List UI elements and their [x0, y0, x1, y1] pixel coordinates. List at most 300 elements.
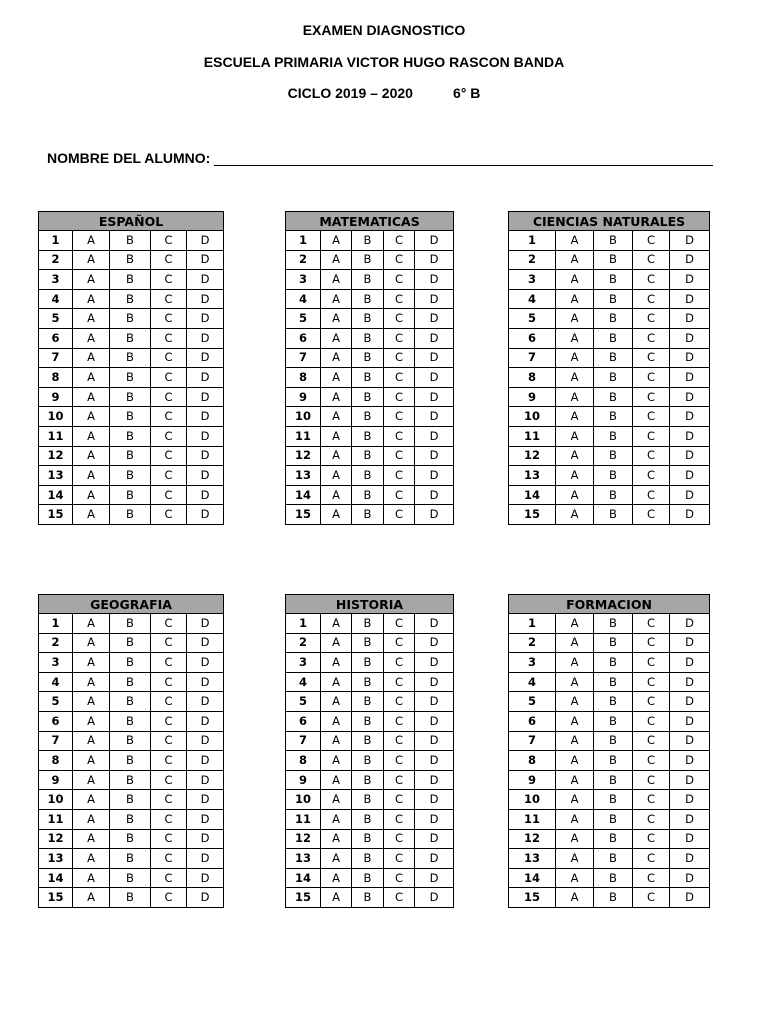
answer-option-c[interactable]: C — [633, 790, 670, 810]
answer-option-b[interactable]: B — [352, 751, 384, 771]
answer-option-b[interactable]: B — [594, 348, 633, 368]
answer-option-a[interactable]: A — [321, 289, 352, 309]
answer-option-d[interactable]: D — [670, 270, 710, 290]
answer-option-c[interactable]: C — [384, 711, 415, 731]
answer-option-b[interactable]: B — [594, 731, 633, 751]
answer-option-b[interactable]: B — [110, 368, 151, 388]
answer-option-d[interactable]: D — [415, 829, 454, 849]
answer-option-c[interactable]: C — [633, 672, 670, 692]
answer-option-c[interactable]: C — [151, 368, 187, 388]
answer-option-d[interactable]: D — [415, 231, 454, 251]
answer-option-d[interactable]: D — [670, 250, 710, 270]
answer-option-a[interactable]: A — [321, 387, 352, 407]
answer-option-d[interactable]: D — [187, 250, 224, 270]
answer-option-a[interactable]: A — [556, 426, 594, 446]
answer-option-c[interactable]: C — [384, 250, 415, 270]
answer-option-b[interactable]: B — [110, 387, 151, 407]
answer-option-d[interactable]: D — [670, 790, 710, 810]
answer-option-d[interactable]: D — [415, 849, 454, 869]
answer-option-b[interactable]: B — [594, 692, 633, 712]
answer-option-c[interactable]: C — [633, 348, 670, 368]
answer-option-d[interactable]: D — [670, 653, 710, 673]
answer-option-b[interactable]: B — [352, 633, 384, 653]
answer-option-c[interactable]: C — [633, 270, 670, 290]
answer-option-c[interactable]: C — [384, 751, 415, 771]
answer-option-b[interactable]: B — [594, 446, 633, 466]
answer-option-b[interactable]: B — [110, 868, 151, 888]
answer-option-a[interactable]: A — [73, 309, 110, 329]
answer-option-d[interactable]: D — [187, 809, 224, 829]
answer-option-c[interactable]: C — [633, 829, 670, 849]
answer-option-b[interactable]: B — [110, 809, 151, 829]
answer-option-b[interactable]: B — [594, 829, 633, 849]
answer-option-a[interactable]: A — [556, 633, 594, 653]
answer-option-a[interactable]: A — [73, 270, 110, 290]
answer-option-c[interactable]: C — [633, 485, 670, 505]
answer-option-c[interactable]: C — [633, 407, 670, 427]
answer-option-a[interactable]: A — [321, 614, 352, 634]
answer-option-a[interactable]: A — [321, 231, 352, 251]
answer-option-b[interactable]: B — [594, 653, 633, 673]
answer-option-a[interactable]: A — [556, 231, 594, 251]
answer-option-a[interactable]: A — [321, 633, 352, 653]
answer-option-b[interactable]: B — [110, 348, 151, 368]
answer-option-a[interactable]: A — [73, 809, 110, 829]
answer-option-c[interactable]: C — [633, 751, 670, 771]
answer-option-a[interactable]: A — [321, 653, 352, 673]
answer-option-b[interactable]: B — [352, 328, 384, 348]
answer-option-b[interactable]: B — [110, 250, 151, 270]
answer-option-a[interactable]: A — [73, 731, 110, 751]
answer-option-c[interactable]: C — [384, 633, 415, 653]
answer-option-d[interactable]: D — [670, 309, 710, 329]
answer-option-d[interactable]: D — [670, 485, 710, 505]
answer-option-a[interactable]: A — [73, 849, 110, 869]
answer-option-a[interactable]: A — [321, 309, 352, 329]
answer-option-c[interactable]: C — [151, 692, 187, 712]
answer-option-a[interactable]: A — [73, 231, 110, 251]
answer-option-d[interactable]: D — [415, 485, 454, 505]
answer-option-c[interactable]: C — [151, 231, 187, 251]
answer-option-a[interactable]: A — [73, 250, 110, 270]
answer-option-d[interactable]: D — [415, 614, 454, 634]
answer-option-b[interactable]: B — [352, 614, 384, 634]
answer-option-d[interactable]: D — [187, 829, 224, 849]
answer-option-c[interactable]: C — [633, 849, 670, 869]
answer-option-d[interactable]: D — [415, 653, 454, 673]
answer-option-c[interactable]: C — [633, 809, 670, 829]
answer-option-d[interactable]: D — [187, 348, 224, 368]
answer-option-a[interactable]: A — [321, 888, 352, 908]
answer-option-a[interactable]: A — [73, 790, 110, 810]
answer-option-a[interactable]: A — [321, 770, 352, 790]
answer-option-b[interactable]: B — [594, 231, 633, 251]
answer-option-c[interactable]: C — [151, 485, 187, 505]
answer-option-d[interactable]: D — [670, 711, 710, 731]
answer-option-a[interactable]: A — [556, 614, 594, 634]
answer-option-b[interactable]: B — [110, 849, 151, 869]
answer-option-a[interactable]: A — [556, 868, 594, 888]
answer-option-d[interactable]: D — [415, 407, 454, 427]
answer-option-c[interactable]: C — [384, 426, 415, 446]
answer-option-c[interactable]: C — [151, 387, 187, 407]
answer-option-a[interactable]: A — [556, 250, 594, 270]
answer-option-c[interactable]: C — [633, 466, 670, 486]
answer-option-c[interactable]: C — [151, 809, 187, 829]
answer-option-c[interactable]: C — [633, 868, 670, 888]
answer-option-a[interactable]: A — [321, 849, 352, 869]
answer-option-b[interactable]: B — [110, 751, 151, 771]
answer-option-b[interactable]: B — [352, 731, 384, 751]
answer-option-d[interactable]: D — [415, 751, 454, 771]
answer-option-d[interactable]: D — [670, 829, 710, 849]
answer-option-d[interactable]: D — [415, 446, 454, 466]
answer-option-b[interactable]: B — [594, 407, 633, 427]
answer-option-d[interactable]: D — [670, 849, 710, 869]
answer-option-a[interactable]: A — [321, 829, 352, 849]
answer-option-a[interactable]: A — [73, 485, 110, 505]
answer-option-a[interactable]: A — [556, 348, 594, 368]
answer-option-d[interactable]: D — [187, 711, 224, 731]
answer-option-a[interactable]: A — [73, 505, 110, 525]
answer-option-b[interactable]: B — [352, 289, 384, 309]
answer-option-d[interactable]: D — [187, 446, 224, 466]
answer-option-a[interactable]: A — [73, 770, 110, 790]
answer-option-d[interactable]: D — [187, 485, 224, 505]
answer-option-d[interactable]: D — [187, 387, 224, 407]
answer-option-c[interactable]: C — [384, 849, 415, 869]
answer-option-c[interactable]: C — [151, 849, 187, 869]
answer-option-b[interactable]: B — [110, 888, 151, 908]
answer-option-b[interactable]: B — [352, 250, 384, 270]
answer-option-c[interactable]: C — [384, 231, 415, 251]
answer-option-b[interactable]: B — [110, 426, 151, 446]
answer-option-d[interactable]: D — [187, 633, 224, 653]
answer-option-d[interactable]: D — [415, 672, 454, 692]
answer-option-a[interactable]: A — [73, 672, 110, 692]
answer-option-c[interactable]: C — [384, 614, 415, 634]
answer-option-d[interactable]: D — [187, 672, 224, 692]
answer-option-b[interactable]: B — [110, 289, 151, 309]
answer-option-c[interactable]: C — [633, 711, 670, 731]
answer-option-d[interactable]: D — [670, 328, 710, 348]
answer-option-d[interactable]: D — [187, 849, 224, 869]
answer-option-a[interactable]: A — [556, 387, 594, 407]
answer-option-b[interactable]: B — [594, 888, 633, 908]
answer-option-d[interactable]: D — [670, 426, 710, 446]
answer-option-b[interactable]: B — [110, 270, 151, 290]
answer-option-d[interactable]: D — [187, 309, 224, 329]
answer-option-b[interactable]: B — [352, 829, 384, 849]
answer-option-d[interactable]: D — [187, 653, 224, 673]
answer-option-d[interactable]: D — [187, 270, 224, 290]
answer-option-b[interactable]: B — [110, 731, 151, 751]
answer-option-c[interactable]: C — [151, 614, 187, 634]
answer-option-b[interactable]: B — [352, 426, 384, 446]
answer-option-b[interactable]: B — [352, 868, 384, 888]
answer-option-b[interactable]: B — [594, 309, 633, 329]
answer-option-d[interactable]: D — [187, 231, 224, 251]
answer-option-c[interactable]: C — [151, 446, 187, 466]
answer-option-b[interactable]: B — [110, 692, 151, 712]
answer-option-b[interactable]: B — [594, 790, 633, 810]
answer-option-c[interactable]: C — [384, 407, 415, 427]
answer-option-d[interactable]: D — [187, 614, 224, 634]
answer-option-c[interactable]: C — [151, 751, 187, 771]
answer-option-c[interactable]: C — [151, 711, 187, 731]
answer-option-c[interactable]: C — [151, 653, 187, 673]
answer-option-a[interactable]: A — [556, 407, 594, 427]
answer-option-b[interactable]: B — [352, 672, 384, 692]
answer-option-c[interactable]: C — [151, 426, 187, 446]
answer-option-b[interactable]: B — [352, 692, 384, 712]
answer-option-b[interactable]: B — [110, 231, 151, 251]
answer-option-b[interactable]: B — [594, 387, 633, 407]
answer-option-b[interactable]: B — [352, 711, 384, 731]
answer-option-d[interactable]: D — [187, 731, 224, 751]
answer-option-c[interactable]: C — [151, 829, 187, 849]
answer-option-a[interactable]: A — [321, 505, 352, 525]
answer-option-c[interactable]: C — [151, 250, 187, 270]
answer-option-d[interactable]: D — [187, 770, 224, 790]
answer-option-a[interactable]: A — [321, 809, 352, 829]
answer-option-b[interactable]: B — [110, 485, 151, 505]
answer-option-b[interactable]: B — [352, 387, 384, 407]
answer-option-b[interactable]: B — [594, 711, 633, 731]
answer-option-a[interactable]: A — [73, 328, 110, 348]
answer-option-d[interactable]: D — [187, 328, 224, 348]
answer-option-d[interactable]: D — [415, 250, 454, 270]
answer-option-b[interactable]: B — [594, 849, 633, 869]
answer-option-c[interactable]: C — [633, 731, 670, 751]
answer-option-a[interactable]: A — [556, 692, 594, 712]
answer-option-c[interactable]: C — [384, 505, 415, 525]
answer-option-d[interactable]: D — [415, 888, 454, 908]
answer-option-a[interactable]: A — [73, 368, 110, 388]
answer-option-a[interactable]: A — [73, 614, 110, 634]
answer-option-b[interactable]: B — [352, 466, 384, 486]
answer-option-c[interactable]: C — [151, 348, 187, 368]
answer-option-b[interactable]: B — [594, 633, 633, 653]
answer-option-a[interactable]: A — [556, 731, 594, 751]
answer-option-c[interactable]: C — [384, 446, 415, 466]
answer-option-a[interactable]: A — [556, 672, 594, 692]
answer-option-a[interactable]: A — [73, 692, 110, 712]
answer-option-a[interactable]: A — [73, 711, 110, 731]
answer-option-a[interactable]: A — [73, 446, 110, 466]
answer-option-d[interactable]: D — [670, 348, 710, 368]
answer-option-d[interactable]: D — [415, 692, 454, 712]
answer-option-a[interactable]: A — [556, 270, 594, 290]
answer-option-d[interactable]: D — [415, 387, 454, 407]
answer-option-d[interactable]: D — [415, 368, 454, 388]
answer-option-d[interactable]: D — [187, 466, 224, 486]
answer-option-c[interactable]: C — [151, 328, 187, 348]
answer-option-a[interactable]: A — [321, 270, 352, 290]
answer-option-c[interactable]: C — [633, 309, 670, 329]
answer-option-d[interactable]: D — [187, 289, 224, 309]
answer-option-b[interactable]: B — [110, 829, 151, 849]
answer-option-b[interactable]: B — [352, 368, 384, 388]
answer-option-d[interactable]: D — [415, 309, 454, 329]
answer-option-c[interactable]: C — [151, 466, 187, 486]
answer-option-d[interactable]: D — [670, 888, 710, 908]
answer-option-a[interactable]: A — [73, 466, 110, 486]
answer-option-d[interactable]: D — [187, 790, 224, 810]
answer-option-b[interactable]: B — [110, 770, 151, 790]
answer-option-b[interactable]: B — [594, 868, 633, 888]
answer-option-c[interactable]: C — [384, 270, 415, 290]
answer-option-a[interactable]: A — [321, 368, 352, 388]
answer-option-b[interactable]: B — [352, 485, 384, 505]
answer-option-d[interactable]: D — [415, 289, 454, 309]
answer-option-b[interactable]: B — [594, 466, 633, 486]
answer-option-d[interactable]: D — [415, 466, 454, 486]
answer-option-b[interactable]: B — [352, 407, 384, 427]
answer-option-a[interactable]: A — [73, 868, 110, 888]
answer-option-a[interactable]: A — [321, 407, 352, 427]
answer-option-c[interactable]: C — [384, 309, 415, 329]
answer-option-c[interactable]: C — [384, 790, 415, 810]
answer-option-c[interactable]: C — [384, 368, 415, 388]
answer-option-d[interactable]: D — [670, 692, 710, 712]
answer-option-a[interactable]: A — [73, 653, 110, 673]
answer-option-c[interactable]: C — [151, 770, 187, 790]
answer-option-d[interactable]: D — [415, 270, 454, 290]
answer-option-a[interactable]: A — [321, 672, 352, 692]
answer-option-a[interactable]: A — [556, 849, 594, 869]
answer-option-a[interactable]: A — [321, 751, 352, 771]
answer-option-b[interactable]: B — [110, 505, 151, 525]
answer-option-a[interactable]: A — [73, 829, 110, 849]
answer-option-b[interactable]: B — [110, 446, 151, 466]
answer-option-a[interactable]: A — [556, 888, 594, 908]
answer-option-d[interactable]: D — [670, 505, 710, 525]
answer-option-a[interactable]: A — [321, 348, 352, 368]
answer-option-c[interactable]: C — [633, 770, 670, 790]
answer-option-c[interactable]: C — [151, 633, 187, 653]
answer-option-c[interactable]: C — [384, 348, 415, 368]
answer-option-b[interactable]: B — [110, 633, 151, 653]
answer-option-d[interactable]: D — [415, 426, 454, 446]
answer-option-d[interactable]: D — [670, 633, 710, 653]
answer-option-d[interactable]: D — [670, 387, 710, 407]
answer-option-c[interactable]: C — [633, 446, 670, 466]
answer-option-d[interactable]: D — [670, 731, 710, 751]
answer-option-a[interactable]: A — [321, 711, 352, 731]
student-name-field[interactable] — [214, 151, 713, 166]
answer-option-b[interactable]: B — [110, 711, 151, 731]
answer-option-b[interactable]: B — [352, 809, 384, 829]
answer-option-c[interactable]: C — [384, 809, 415, 829]
answer-option-b[interactable]: B — [594, 328, 633, 348]
answer-option-d[interactable]: D — [187, 407, 224, 427]
answer-option-c[interactable]: C — [384, 485, 415, 505]
answer-option-c[interactable]: C — [633, 614, 670, 634]
answer-option-a[interactable]: A — [73, 633, 110, 653]
answer-option-a[interactable]: A — [556, 446, 594, 466]
answer-option-a[interactable]: A — [556, 368, 594, 388]
answer-option-b[interactable]: B — [594, 672, 633, 692]
answer-option-b[interactable]: B — [594, 751, 633, 771]
answer-option-d[interactable]: D — [415, 790, 454, 810]
answer-option-d[interactable]: D — [670, 407, 710, 427]
answer-option-a[interactable]: A — [556, 505, 594, 525]
answer-option-b[interactable]: B — [352, 348, 384, 368]
answer-option-b[interactable]: B — [594, 809, 633, 829]
answer-option-a[interactable]: A — [556, 770, 594, 790]
answer-option-b[interactable]: B — [594, 505, 633, 525]
answer-option-d[interactable]: D — [670, 809, 710, 829]
answer-option-d[interactable]: D — [187, 868, 224, 888]
answer-option-b[interactable]: B — [594, 770, 633, 790]
answer-option-a[interactable]: A — [556, 328, 594, 348]
answer-option-b[interactable]: B — [594, 426, 633, 446]
answer-option-b[interactable]: B — [110, 328, 151, 348]
answer-option-d[interactable]: D — [187, 751, 224, 771]
answer-option-a[interactable]: A — [556, 485, 594, 505]
answer-option-a[interactable]: A — [556, 790, 594, 810]
answer-option-d[interactable]: D — [670, 868, 710, 888]
answer-option-c[interactable]: C — [633, 633, 670, 653]
answer-option-c[interactable]: C — [384, 466, 415, 486]
answer-option-c[interactable]: C — [384, 653, 415, 673]
answer-option-b[interactable]: B — [352, 653, 384, 673]
answer-option-b[interactable]: B — [352, 888, 384, 908]
answer-option-b[interactable]: B — [352, 849, 384, 869]
answer-option-a[interactable]: A — [73, 888, 110, 908]
answer-option-a[interactable]: A — [556, 829, 594, 849]
answer-option-c[interactable]: C — [151, 270, 187, 290]
answer-option-d[interactable]: D — [415, 633, 454, 653]
answer-option-c[interactable]: C — [384, 328, 415, 348]
answer-option-c[interactable]: C — [633, 328, 670, 348]
answer-option-a[interactable]: A — [556, 309, 594, 329]
answer-option-a[interactable]: A — [73, 407, 110, 427]
answer-option-b[interactable]: B — [110, 672, 151, 692]
answer-option-a[interactable]: A — [321, 731, 352, 751]
answer-option-c[interactable]: C — [633, 505, 670, 525]
answer-option-c[interactable]: C — [633, 387, 670, 407]
answer-option-d[interactable]: D — [415, 770, 454, 790]
answer-option-c[interactable]: C — [151, 868, 187, 888]
answer-option-a[interactable]: A — [73, 348, 110, 368]
answer-option-c[interactable]: C — [151, 309, 187, 329]
answer-option-a[interactable]: A — [73, 387, 110, 407]
answer-option-b[interactable]: B — [352, 309, 384, 329]
answer-option-c[interactable]: C — [151, 289, 187, 309]
answer-option-d[interactable]: D — [415, 809, 454, 829]
answer-option-b[interactable]: B — [594, 250, 633, 270]
answer-option-d[interactable]: D — [670, 770, 710, 790]
answer-option-a[interactable]: A — [556, 751, 594, 771]
answer-option-a[interactable]: A — [73, 426, 110, 446]
answer-option-b[interactable]: B — [352, 790, 384, 810]
answer-option-b[interactable]: B — [110, 309, 151, 329]
answer-option-a[interactable]: A — [321, 868, 352, 888]
answer-option-c[interactable]: C — [633, 653, 670, 673]
answer-option-a[interactable]: A — [556, 289, 594, 309]
answer-option-c[interactable]: C — [633, 692, 670, 712]
answer-option-d[interactable]: D — [670, 289, 710, 309]
answer-option-c[interactable]: C — [384, 731, 415, 751]
answer-option-d[interactable]: D — [415, 328, 454, 348]
answer-option-c[interactable]: C — [633, 368, 670, 388]
answer-option-a[interactable]: A — [321, 250, 352, 270]
answer-option-a[interactable]: A — [321, 692, 352, 712]
answer-option-d[interactable]: D — [415, 868, 454, 888]
answer-option-b[interactable]: B — [352, 270, 384, 290]
